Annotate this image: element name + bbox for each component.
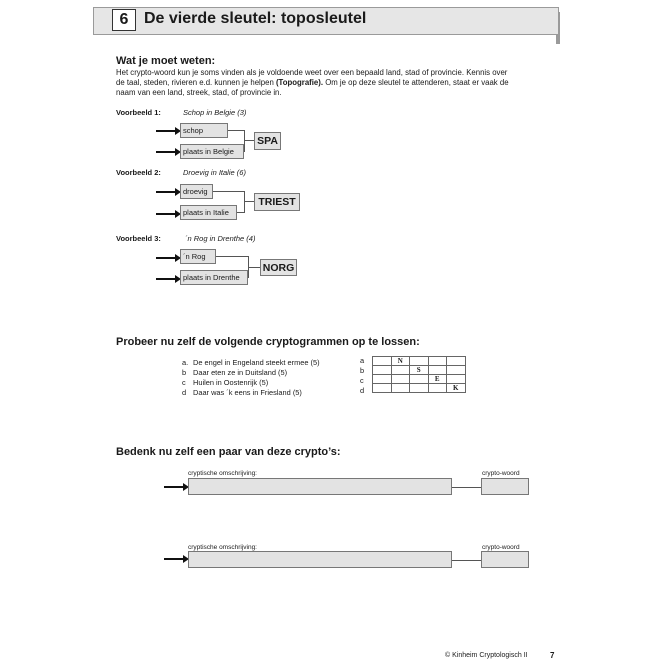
example-clue: Droevig in Italie (6) (183, 168, 246, 177)
exercise-clue: c Huilen in Oostenrijk (5) (182, 378, 269, 387)
clue-input[interactable] (188, 478, 452, 495)
example-bottom-box: plaats in Italie (180, 205, 237, 220)
example-clue: ´n Rog in Drenthe (4) (185, 234, 256, 243)
grid-cell[interactable] (410, 375, 429, 384)
arrow-icon (156, 275, 181, 283)
exercise-heading: Probeer nu zelf de volgende cryptogrammen op te lossen: (116, 336, 420, 348)
example-label: Voorbeeld 2: (116, 168, 161, 177)
arrow-icon (164, 555, 189, 563)
grid-cell[interactable] (428, 384, 447, 393)
grid-cell[interactable] (391, 384, 410, 393)
intro-heading: Wat je moet weten: (116, 55, 216, 67)
grid-cell[interactable] (428, 366, 447, 375)
grid-cell[interactable] (447, 366, 466, 375)
clue-field-label: cryptische omschrijving: (188, 470, 257, 477)
exercise-clue: a. De engel in Engeland steekt ermee (5) (182, 358, 320, 367)
connector-line (216, 256, 249, 257)
grid-row (373, 384, 466, 393)
connector-line (244, 201, 254, 202)
connector-line (228, 130, 245, 131)
exercise-clue-list (182, 358, 320, 398)
intro-line-2: de taal, steden, rivieren e.d. kunnen je helpen (Topografie). Om je op deze sleutel te attenderen, staat er vaak de (116, 78, 509, 87)
intro-bold-term: (Topografie). (275, 78, 324, 87)
answer-input[interactable] (481, 478, 529, 495)
connector-line (237, 212, 245, 213)
grid-cell[interactable] (373, 384, 392, 393)
connector-line (452, 560, 482, 561)
clue-input[interactable] (188, 551, 452, 568)
footer-copyright: © Kinheim Cryptologisch II (445, 652, 528, 659)
connector-line (213, 191, 245, 192)
grid-cell[interactable] (447, 357, 466, 366)
answer-grid (372, 356, 466, 393)
arrow-icon (156, 254, 181, 262)
intro-paragraph (116, 68, 546, 98)
arrow-icon (156, 127, 181, 135)
exercise-clue: d Daar was ´k eens in Friesland (5) (182, 388, 302, 397)
grid-cell[interactable] (391, 375, 410, 384)
arrow-icon (156, 188, 181, 196)
grid-cell[interactable] (373, 366, 392, 375)
grid-cell[interactable] (428, 357, 447, 366)
example-top-box: ´n Rog (180, 249, 216, 264)
connector-line (244, 140, 254, 141)
grid-cell[interactable] (373, 357, 392, 366)
example-answer-box: NORG (260, 259, 297, 276)
exercise-clue: b Daar eten ze in Duitsland (5) (182, 368, 288, 377)
connector-line (248, 267, 260, 268)
example-top-box: schop (180, 123, 228, 138)
answer-field-label: crypto-woord (482, 470, 520, 477)
example-top-box: droevig (180, 184, 213, 199)
page-title: De vierde sleutel: toposleutel (144, 10, 367, 27)
answer-field-label: crypto-woord (482, 544, 520, 551)
grid-cell[interactable] (373, 375, 392, 384)
grid-row (373, 366, 466, 375)
grid-cell[interactable] (391, 366, 410, 375)
answer-input[interactable] (481, 551, 529, 568)
example-label: Voorbeeld 1: (116, 108, 161, 117)
grid-cell[interactable]: N (391, 357, 410, 366)
chapter-number: 6 (112, 9, 136, 31)
intro-line-3: naam van een land, streek, stad, of provincie in. (116, 88, 282, 97)
connector-line (244, 151, 245, 152)
example-clue: Schop in Belgie (3) (183, 108, 247, 117)
arrow-icon (156, 148, 181, 156)
example-label: Voorbeeld 3: (116, 234, 161, 243)
grid-cell[interactable] (410, 357, 429, 366)
intro-line-1: Het crypto-woord kun je soms vinden als je voldoende weet over een bepaald land, stad of provincie. Kennis over (116, 68, 508, 77)
grid-row (373, 375, 466, 384)
connector-line (452, 487, 482, 488)
example-bottom-box: plaats in Drenthe (180, 270, 248, 285)
grid-row (373, 357, 466, 366)
create-heading: Bedenk nu zelf een paar van deze crypto’s: (116, 446, 341, 458)
grid-cell[interactable] (447, 375, 466, 384)
example-answer-box: TRIEST (254, 193, 300, 211)
arrow-icon (156, 210, 181, 218)
page-number: 7 (550, 651, 555, 660)
grid-cell[interactable]: S (410, 366, 429, 375)
example-answer-box: SPA (254, 132, 281, 150)
grid-row-labels: a b c d (360, 356, 365, 395)
example-bottom-box: plaats in Belgie (180, 144, 244, 159)
clue-field-label: cryptische omschrijving: (188, 544, 257, 551)
grid-cell[interactable]: K (447, 384, 466, 393)
grid-cell[interactable] (410, 384, 429, 393)
arrow-icon (164, 483, 189, 491)
grid-cell[interactable]: E (428, 375, 447, 384)
